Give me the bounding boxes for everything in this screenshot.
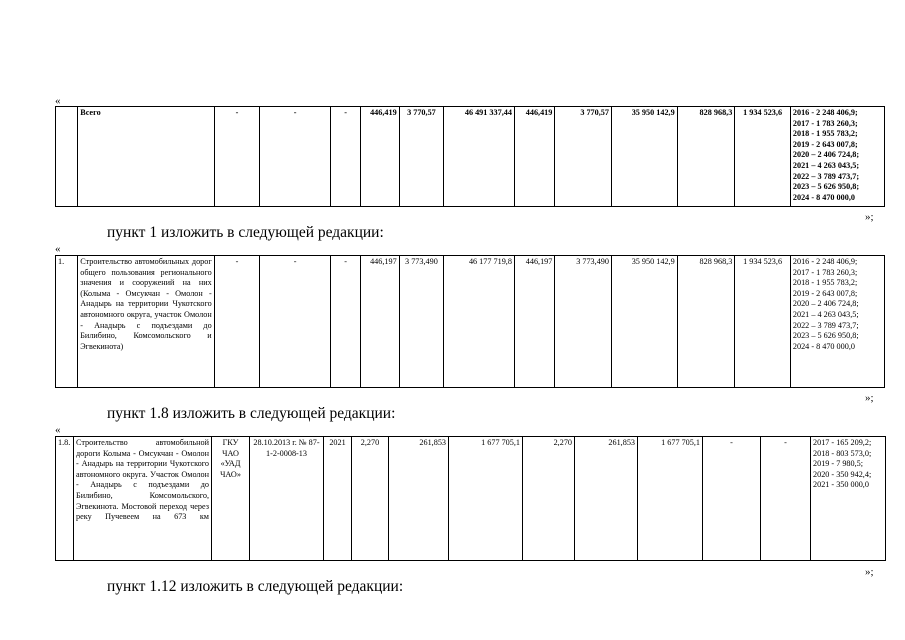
cell-cost: 46 491 337,44 [444,107,515,207]
year-line: 2023 – 5 626 950,8; [792,182,860,192]
table-row [56,256,885,388]
cell-area: 3 770,57 [399,107,443,207]
cell-area-2: 3 770,57 [555,107,612,207]
year-line: 2022 – 3 789 473,7; [792,320,859,330]
cell-cost-4: 1 934 523,6 [735,107,791,207]
year-line: 2016 - 2 248 406,9; [792,257,858,266]
table-total [55,106,885,207]
table-row [56,107,885,207]
cell-length-km: 446,419 [361,107,399,207]
year-line: 2016 - 2 248 406,9; [792,108,858,117]
cell-length-km-2: 2,270 [523,437,575,561]
cell-year: 2021 [324,437,352,561]
cell-year: - [330,256,360,388]
year-line: 2019 - 7 980,5; [813,459,864,469]
year-line: 2018 - 1 955 783,2; [792,129,858,139]
cell-num: 1.8. [56,437,74,561]
cell-length-km: 2,270 [352,437,389,561]
cell-area-2: 261,853 [575,437,638,561]
cell-cost-2: 35 950 142,9 [611,256,677,388]
year-line: 2020 – 2 406 724,8; [792,299,859,309]
cell-cost-3: 828 968,3 [677,256,735,388]
cell-customer: - [214,256,259,388]
close-quote-2: »; [865,392,874,404]
close-quote-1: »; [865,211,874,223]
year-line: 2017 - 1 783 260,3; [792,118,858,128]
year-line: 2024 - 8 470 000,0 [792,341,855,351]
cell-num [56,107,78,207]
year-line: 2024 - 8 470 000,0 [792,192,855,202]
cell-customer: - [214,107,259,207]
cell-cost-4: 1 934 523,6 [735,256,791,388]
year-line: 2019 - 2 643 007,8; [792,139,858,149]
cell-cost-4: - [761,437,811,561]
year-line: 2017 - 165 209,2; [813,438,872,447]
cell-doc: 28.10.2013 г. № 87-1-2-0008-13 [250,437,324,561]
cell-name: Строительство автомобильной дороги Колыма - Омсукчан - Омолон - Анадырь на территории Чукотского автономного округа. Участок Омолон - Анадырь с подъездами до Билибино, Комсомольского, Эгвекинота. Мостовой переход через реку Пучевеем на 673 км [74,437,212,561]
close-quote-3: »; [865,566,874,578]
cell-name: Строительство автомобильных дорог общего пользования регионального значения и сооружений на них (Колыма - Омсукчан - Омолон - Анадырь на территории Чукотского автономного округа, участок Омолон - Анадырь с подъездами до Билибино, Комсомольского и Эгвекинота) [78,256,214,388]
cell-area: 3 773,490 [399,256,443,388]
heading-2: пункт 1.8 изложить в следующей редакции: [107,405,396,422]
year-line: 2018 - 803 573,0; [813,448,872,458]
cell-cost: 1 677 705,1 [449,437,523,561]
year-line: 2021 – 4 263 043,5; [792,160,860,170]
year-line: 2021 - 350 000,0 [813,480,869,490]
table-item-1-8 [55,436,886,561]
cell-doc: - [260,107,331,207]
heading-1: пункт 1 изложить в следующей редакции: [107,224,384,241]
cell-customer: ГКУ ЧАО «УАД ЧАО» [212,437,250,561]
year-line: 2018 - 1 955 783,2; [792,278,858,288]
year-line: 2020 - 350 942,4; [813,469,872,479]
table-row [56,437,886,561]
cell-name: Всего [78,107,214,207]
cell-length-km-2: 446,197 [514,256,554,388]
cell-length-km-2: 446,419 [514,107,554,207]
year-line: 2022 – 3 789 473,7; [792,171,860,181]
open-quote-3: « [55,424,61,436]
cell-cost-2: 1 677 705,1 [638,437,703,561]
cell-yearly-list [790,256,884,388]
cell-yearly-list [790,107,884,207]
open-quote-2: « [55,243,61,255]
year-line: 2021 – 4 263 043,5; [792,309,859,319]
year-line: 2019 - 2 643 007,8; [792,288,858,298]
cell-cost-3: 828 968,3 [677,107,735,207]
cell-doc: - [260,256,331,388]
cell-num: 1. [56,256,78,388]
year-line: 2023 – 5 626 950,8; [792,331,859,341]
cell-cost-3: - [703,437,761,561]
cell-yearly-list [811,437,886,561]
open-quote-1: « [55,95,61,107]
cell-area-2: 3 773,490 [555,256,612,388]
cell-year: - [330,107,360,207]
cell-area: 261,853 [389,437,449,561]
cell-cost-2: 35 950 142,9 [611,107,677,207]
cell-cost: 46 177 719,8 [444,256,515,388]
cell-length-km: 446,197 [361,256,399,388]
year-line: 2017 - 1 783 260,3; [792,267,858,277]
year-line: 2020 – 2 406 724,8; [792,150,860,160]
heading-3: пункт 1.12 изложить в следующей редакции: [107,578,404,595]
table-item-1 [55,255,885,388]
